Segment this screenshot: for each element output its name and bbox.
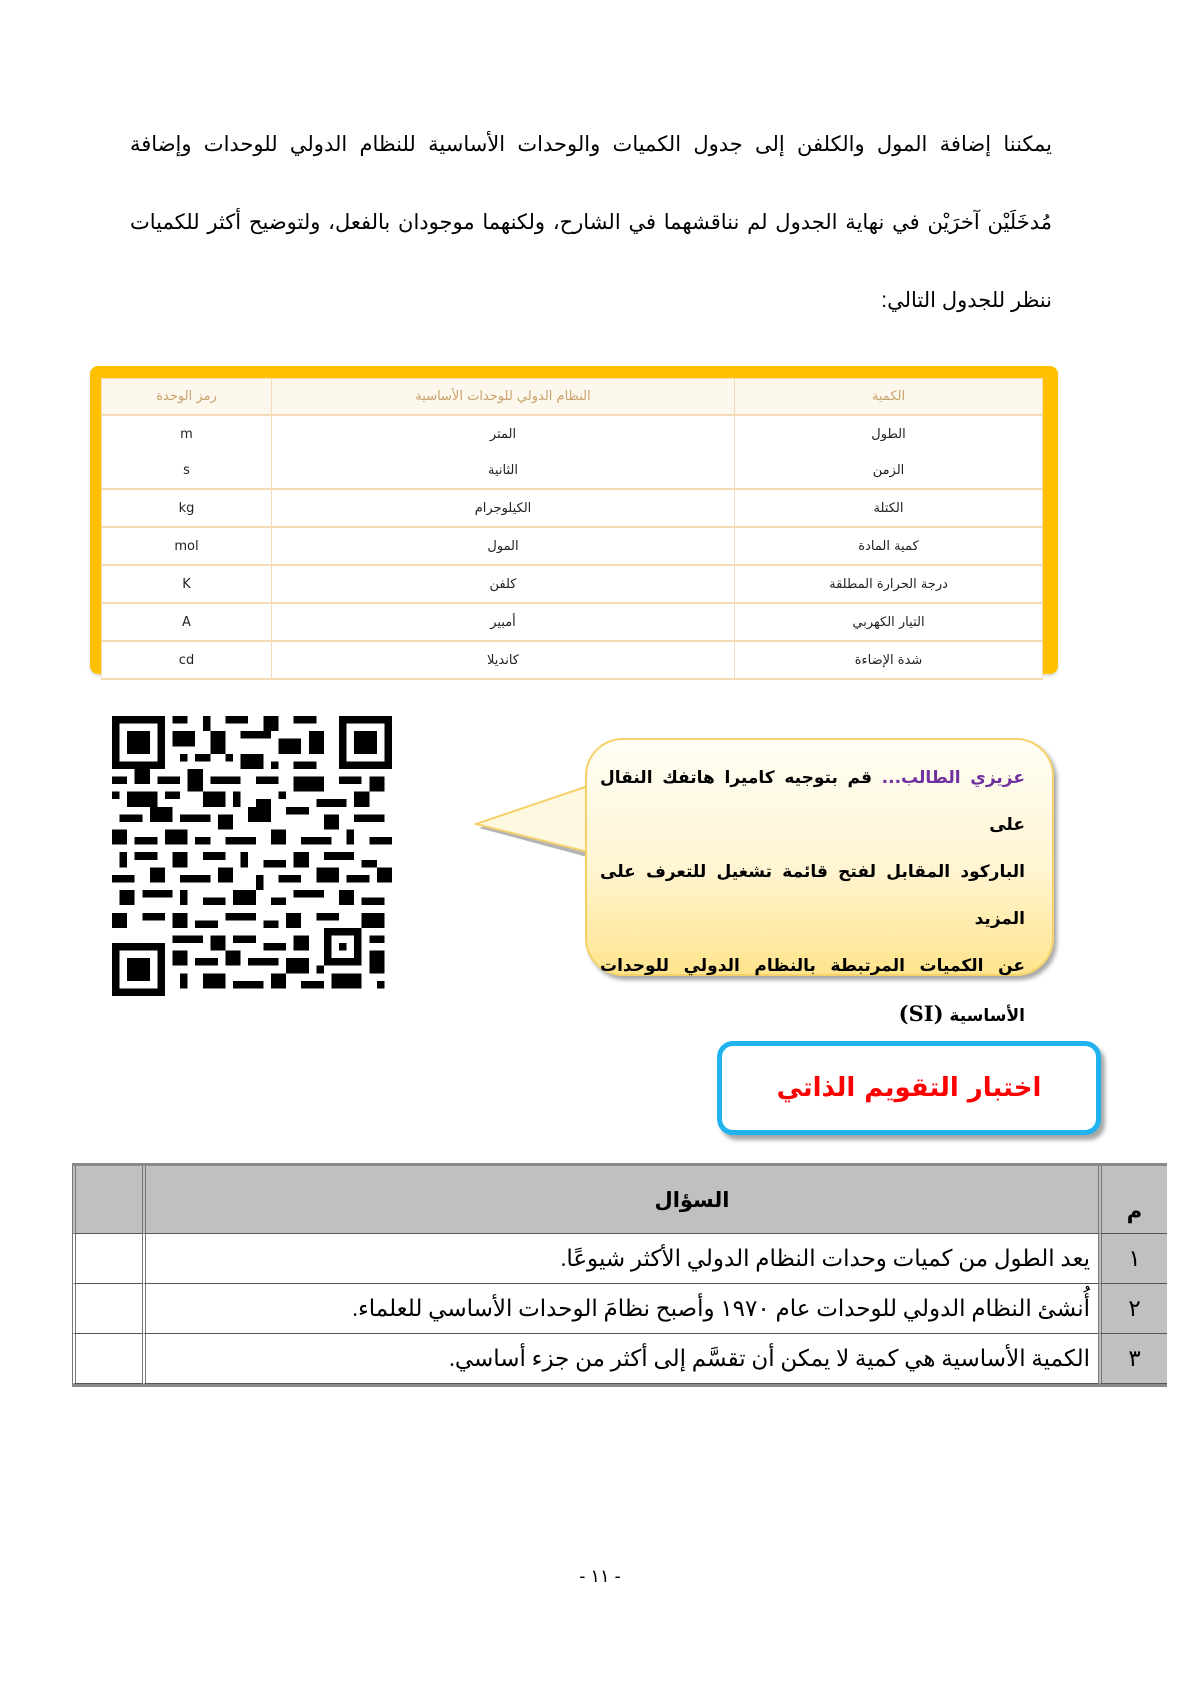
cell-symbol: A	[102, 603, 272, 641]
answer-cell-a[interactable]	[72, 1284, 142, 1334]
cell-unit: كلفن	[272, 565, 735, 603]
cell-symbol: m	[102, 415, 272, 452]
question-number: ٢	[1098, 1284, 1167, 1334]
cell-unit: أمبير	[272, 603, 735, 641]
table-row	[72, 1334, 1167, 1384]
cell-unit: الثانية	[272, 452, 735, 489]
cell-symbol: K	[102, 565, 272, 603]
callout-line-3: عن الكميات المرتبطة بالنظام الدولي للوحدات	[600, 956, 1025, 976]
table-row	[102, 527, 1043, 565]
callout-pointer	[474, 774, 590, 860]
question-text: الكمية الأساسية هي كمية لا يمكن أن تقسَّم إلى أكثر من جزء أساسي.	[142, 1334, 1098, 1384]
cell-symbol: cd	[102, 641, 272, 679]
page-number: - ١١ -	[579, 1566, 621, 1586]
qr-code-icon[interactable]	[111, 716, 393, 996]
cell-quantity: كمية المادة	[735, 527, 1043, 565]
header-question: السؤال	[142, 1166, 1098, 1234]
callout-lead: عزيزي الطالب...	[881, 768, 1025, 788]
header-number: م	[1098, 1166, 1167, 1234]
table-row	[72, 1284, 1167, 1334]
cell-quantity: الطول	[735, 415, 1043, 452]
cell-symbol: mol	[102, 527, 272, 565]
callout-line-1: قم بتوجيه كاميرا هاتفك النقال على	[600, 768, 1025, 835]
intro-line-1: يمكننا إضافة المول والكلفن إلى جدول الكميات والوحدات الأساسية للنظام الدولي للوحدات وإضافة	[130, 133, 1052, 156]
header-answer-a	[72, 1166, 142, 1234]
header-quantity: الكمية	[735, 379, 1043, 416]
table-row	[102, 565, 1043, 603]
intro-line-2: مُدخَلَيْن آخرَيْن في نهاية الجدول لم نناقشهما في الشارح، ولكنهما موجودان بالفعل، ولتوضيح أكثر للكميات	[130, 211, 1052, 234]
quiz-header-row	[72, 1166, 1167, 1234]
cell-unit: الكيلوجرام	[272, 489, 735, 527]
cell-unit: المتر	[272, 415, 735, 452]
header-unit: النظام الدولي للوحدات الأساسية	[272, 379, 735, 416]
self-test-title: اختبار التقويم الذاتي	[776, 1073, 1042, 1103]
answer-cell-a[interactable]	[72, 1234, 142, 1284]
cell-quantity: الزمن	[735, 452, 1043, 489]
table-row	[72, 1234, 1167, 1284]
cell-unit: كانديلا	[272, 641, 735, 679]
self-test-table	[72, 1163, 1167, 1387]
question-text: يعد الطول من كميات وحدات النظام الدولي الأكثر شيوعًا.	[142, 1234, 1098, 1284]
table-row	[102, 489, 1043, 527]
cell-symbol: s	[102, 452, 272, 489]
question-text: أُنشئ النظام الدولي للوحدات عام ١٩٧٠ وأصبح نظامَ الوحدات الأساسي للعلماء.	[142, 1284, 1098, 1334]
callout-line-4: الأساسية	[943, 1006, 1025, 1026]
table-row	[102, 603, 1043, 641]
cell-quantity: التيار الكهربي	[735, 603, 1043, 641]
cell-quantity: درجة الحرارة المطلقة	[735, 565, 1043, 603]
cell-quantity: الكتلة	[735, 489, 1043, 527]
intro-line-3: ننظر للجدول التالي:	[881, 289, 1052, 312]
table-row	[102, 452, 1043, 489]
question-number: ١	[1098, 1234, 1167, 1284]
cell-symbol: kg	[102, 489, 272, 527]
si-table-header-row	[102, 379, 1043, 416]
callout-text	[600, 755, 1025, 1040]
cell-unit: المول	[272, 527, 735, 565]
answer-cell-a[interactable]	[72, 1334, 142, 1384]
question-number: ٣	[1098, 1334, 1167, 1384]
intro-paragraph	[130, 130, 1052, 364]
si-label: (SI)	[898, 1001, 944, 1026]
callout-line-2: الباركود المقابل لفتح قائمة تشغيل للتعرف على المزيد	[600, 862, 1025, 929]
si-units-table	[101, 378, 1043, 680]
cell-quantity: شدة الإضاءة	[735, 641, 1043, 679]
self-test-banner	[717, 1041, 1101, 1135]
si-units-table-frame	[90, 366, 1058, 674]
header-symbol: رمز الوحدة	[102, 379, 272, 416]
table-row	[102, 415, 1043, 452]
table-row	[102, 641, 1043, 679]
